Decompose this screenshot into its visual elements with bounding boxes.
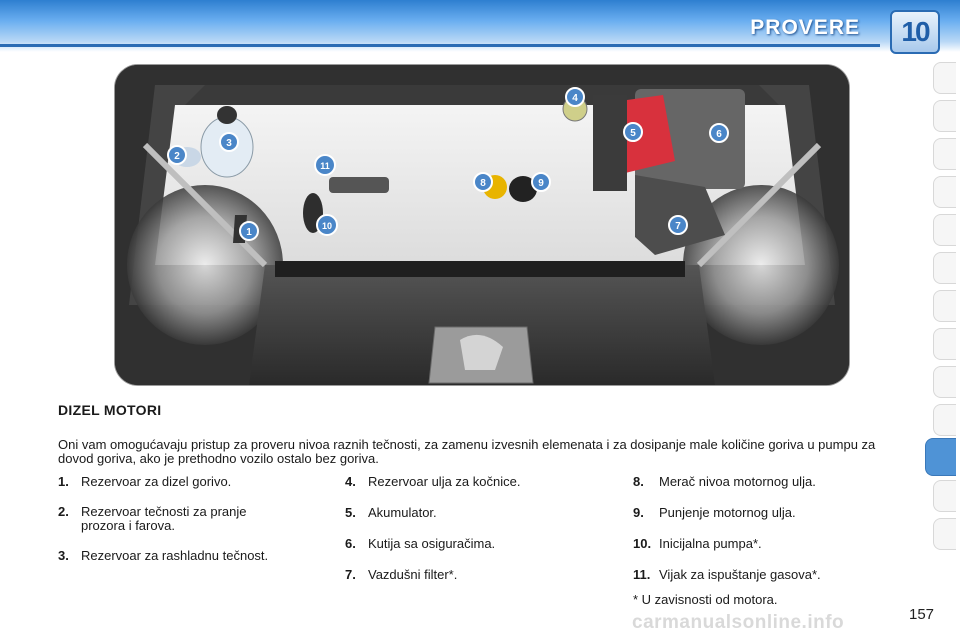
svg-text:3: 3 [226,138,232,149]
engine-bay-illustration [114,64,850,386]
marker-6 [710,124,728,142]
marker-9 [532,173,550,191]
svg-text:8: 8 [480,178,486,189]
battery-block [593,95,627,191]
chapter-tab[interactable] [933,138,956,170]
chapter-tab[interactable] [933,290,956,322]
svg-text:7: 7 [675,221,681,232]
chapter-tab[interactable] [933,252,956,284]
bleed-screw-housing [329,177,389,193]
chapter-tab-active[interactable] [925,438,956,476]
svg-text:11: 11 [320,161,330,171]
chapter-number-badge: 10 [890,10,940,54]
coolant-cap [217,106,237,124]
watermark: carmanualsonline.info [632,612,845,633]
marker-10 [317,215,337,235]
chapter-tab[interactable] [933,176,956,208]
section-title: DIZEL MOTORI [58,402,162,418]
marker-5 [624,123,642,141]
chapter-tab[interactable] [933,366,956,398]
svg-text:10: 10 [321,221,333,231]
marker-2 [168,146,186,164]
chapter-tab[interactable] [933,62,956,94]
chapter-tab[interactable] [933,100,956,132]
chapter-tab[interactable] [933,404,956,436]
svg-text:2: 2 [174,151,180,162]
svg-text:6: 6 [716,129,722,140]
marker-3 [220,133,238,151]
marker-4 [566,88,584,106]
chapter-tab-strip [926,62,960,572]
marker-7 [669,216,687,234]
header-rule [0,44,880,47]
marker-8 [474,173,492,191]
cowl-panel [275,261,685,277]
marker-1 [240,222,258,240]
svg-text:9: 9 [538,178,544,189]
intro-paragraph: Oni vam omogućavaju pristup za proveru nivoa raznih tečnosti, za zamenu izvesnih elemenata i za dosipanje male količine goriva u pumpu za dovod goriva, ako je prethodno vozilo ostalo bez goriva. [58,437,876,466]
chapter-tab[interactable] [933,480,956,512]
svg-text:4: 4 [572,93,578,104]
svg-text:5: 5 [630,128,636,139]
chapter-tab[interactable] [933,328,956,360]
page-number: 157 [909,606,935,623]
chapter-tab[interactable] [933,518,956,550]
marker-11 [315,155,335,175]
svg-text:1: 1 [246,227,252,238]
chapter-title: PROVERE [750,16,860,39]
footnote: * U zavisnosti od motora. [633,592,778,607]
chapter-tab[interactable] [933,214,956,246]
